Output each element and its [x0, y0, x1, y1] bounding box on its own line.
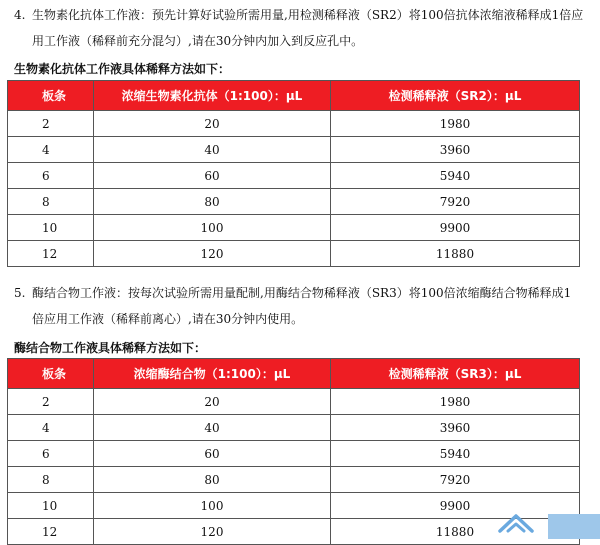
section-4-number: 4.: [14, 8, 26, 22]
table-row: [8, 163, 580, 189]
cell: 20: [94, 111, 331, 137]
cell: 2: [8, 389, 94, 415]
cell: 60: [94, 163, 331, 189]
cell: 80: [94, 467, 331, 493]
cell: 11880: [331, 241, 580, 267]
cell: 60: [94, 441, 331, 467]
cell: 5940: [331, 441, 580, 467]
table-row: [8, 215, 580, 241]
table-row: [8, 137, 580, 163]
section-5-line-1: 酶结合物工作液：按每次试验所需用量配制,用酶结合物稀释液（SR3）将100倍浓缩酶结合物稀释成1: [32, 286, 572, 300]
cell: 1980: [331, 111, 580, 137]
biotin-antibody-dilution-table: [7, 80, 580, 267]
table-header-row: [8, 81, 580, 111]
cell: 10: [8, 215, 94, 241]
section-5-paragraph: [14, 280, 589, 332]
watermark-logo-icon: [494, 509, 544, 539]
cell: 100: [94, 215, 331, 241]
cell: 4: [8, 415, 94, 441]
table-row: [8, 189, 580, 215]
cell: 5940: [331, 163, 580, 189]
section-5-number: 5.: [14, 286, 26, 300]
cell: 11880: [331, 519, 580, 545]
section-4-paragraph: [14, 2, 589, 54]
header-cell: 板条: [8, 81, 94, 111]
table-row: [8, 415, 580, 441]
cell: 10: [8, 493, 94, 519]
table-row: [8, 241, 580, 267]
header-cell: 检测稀释液（SR2）：μL: [331, 81, 580, 111]
cell: 12: [8, 519, 94, 545]
header-cell: 检测稀释液（SR3）：μL: [331, 359, 580, 389]
cell: 3960: [331, 137, 580, 163]
table-1-title: 生物素化抗体工作液具体稀释方法如下：: [14, 62, 231, 76]
cell: 6: [8, 441, 94, 467]
cell: 3960: [331, 415, 580, 441]
cell: 4: [8, 137, 94, 163]
cell: 2: [8, 111, 94, 137]
cell: 7920: [331, 189, 580, 215]
cell: 12: [8, 241, 94, 267]
cell: 120: [94, 519, 331, 545]
table-row: [8, 111, 580, 137]
cell: 9900: [331, 215, 580, 241]
table-row: [8, 467, 580, 493]
cell: 8: [8, 189, 94, 215]
section-5-line-2: 倍应用工作液（稀释前离心）,请在30分钟内使用。: [32, 312, 304, 326]
section-4-line-2: 用工作液（稀释前充分混匀）,请在30分钟内加入到反应孔中。: [32, 34, 364, 48]
cell: 20: [94, 389, 331, 415]
table-row: [8, 389, 580, 415]
cell: 8: [8, 467, 94, 493]
table-header-row: [8, 359, 580, 389]
cell: 6: [8, 163, 94, 189]
section-4-line-1: 生物素化抗体工作液：预先计算好试验所需用量,用检测稀释液（SR2）将100倍抗体浓缩液稀释成1倍应: [32, 8, 584, 22]
watermark-block: [548, 514, 600, 539]
cell: 7920: [331, 467, 580, 493]
table-row: [8, 441, 580, 467]
cell: 9900: [331, 493, 580, 519]
header-cell: 板条: [8, 359, 94, 389]
table-2-title: 酶结合物工作液具体稀释方法如下：: [14, 341, 207, 355]
header-cell: 浓缩生物素化抗体（1:100）：μL: [94, 81, 331, 111]
cell: 40: [94, 137, 331, 163]
cell: 100: [94, 493, 331, 519]
cell: 40: [94, 415, 331, 441]
cell: 120: [94, 241, 331, 267]
cell: 1980: [331, 389, 580, 415]
cell: 80: [94, 189, 331, 215]
header-cell: 浓缩酶结合物（1:100）：μL: [94, 359, 331, 389]
